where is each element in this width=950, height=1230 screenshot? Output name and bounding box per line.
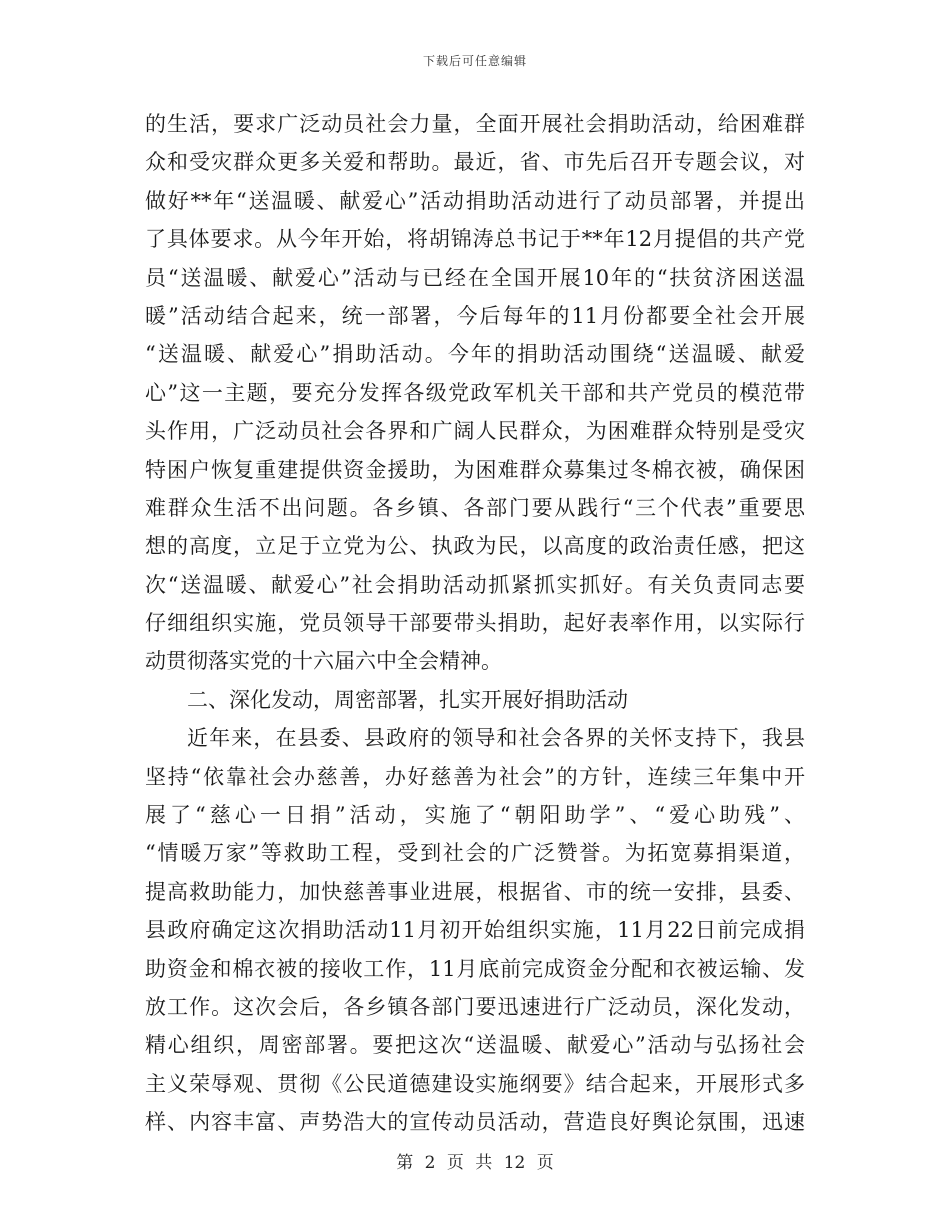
text-line: 放工作。这次会后，各乡镇各部门要迅速进行广泛动员，深化发动， [145,994,805,1019]
paragraph-2 [145,719,805,1141]
text-line: 县政府确定这次捐助活动11月初开始组织实施，11月22日前完成捐 [145,918,805,943]
text-line: 样、内容丰富、声势浩大的宣传动员活动，营造良好舆论氛围，迅速 [145,1110,805,1135]
text-line: 主义荣辱观、贯彻《公民道德建设实施纲要》结合起来，开展形式多 [145,1071,805,1096]
text-line: 了具体要求。从今年开始，将胡锦涛总书记于**年12月提倡的共产党 [145,227,805,252]
text-line: 助资金和棉衣被的接收工作，11月底前完成资金分配和衣被运输、发 [145,956,805,981]
text-line: 仔细组织实施，党员领导干部要带头捐助，起好表率作用，以实际行 [145,611,805,636]
text-line: 想的高度，立足于立党为公、执政为民，以高度的政治责任感，把这 [145,534,805,559]
text-line: “送温暖、献爱心”捐助活动。今年的捐助活动围绕“送温暖、献爱 [145,342,805,367]
text-line: 展了“慈心一日捐”活动，实施了“朝阳助学”、“爱心助残”、 [145,803,805,828]
text-line: 精心组织，周密部署。要把这次“送温暖、献爱心”活动与弘扬社会 [145,1033,805,1058]
document-body [145,105,805,1142]
text-line: 头作用，广泛动员社会各界和广阔人民群众，为困难群众特别是受灾 [145,419,805,444]
text-line: 特困户恢复重建提供资金援助，为困难群众募集过冬棉衣被，确保困 [145,457,805,482]
text-line: 坚持“依靠社会办慈善，办好慈善为社会”的方针，连续三年集中开 [145,764,805,789]
section-heading: 二、深化发动，周密部署，扎实开展好捐助活动 [187,687,628,712]
page-header: 下载后可任意编辑 [422,54,527,68]
text-line: 的生活，要求广泛动员社会力量，全面开展社会捐助活动，给困难群 [145,112,805,136]
text-line: 动贯彻落实党的十六届六中全会精神。 [145,649,502,674]
paragraph-1 [145,105,805,681]
text-line: 众和受灾群众更多关爱和帮助。最近，省、市先后召开专题会议，对 [145,150,805,175]
text-line: 心”这一主题，要充分发挥各级党政军机关干部和共产党员的模范带 [145,380,805,405]
text-line: 难群众生活不出问题。各乡镇、各部门要从践行“三个代表”重要思 [145,495,805,520]
text-line: 近年来，在县委、县政府的领导和社会各界的关怀支持下，我县 [187,726,805,751]
text-line: 提高救助能力，加快慈善事业进展，根据省、市的统一安排，县委、 [145,879,805,904]
text-line: 暖”活动结合起来，统一部署，今后每年的11月份都要全社会开展 [145,303,805,328]
text-line: 做好**年“送温暖、献爱心”活动捐助活动进行了动员部署，并提出 [145,188,805,213]
page-number-footer: 第 2 页 共 12 页 [396,1153,554,1173]
text-line: 员“送温暖、献爱心”活动与已经在全国开展10年的“扶贫济困送温 [145,265,805,290]
text-line: 次“送温暖、献爱心”社会捐助活动抓紧抓实抓好。有关负责同志要 [145,572,805,597]
text-line: “情暖万家”等救助工程，受到社会的广泛赞誉。为拓宽募捐渠道， [145,841,805,866]
